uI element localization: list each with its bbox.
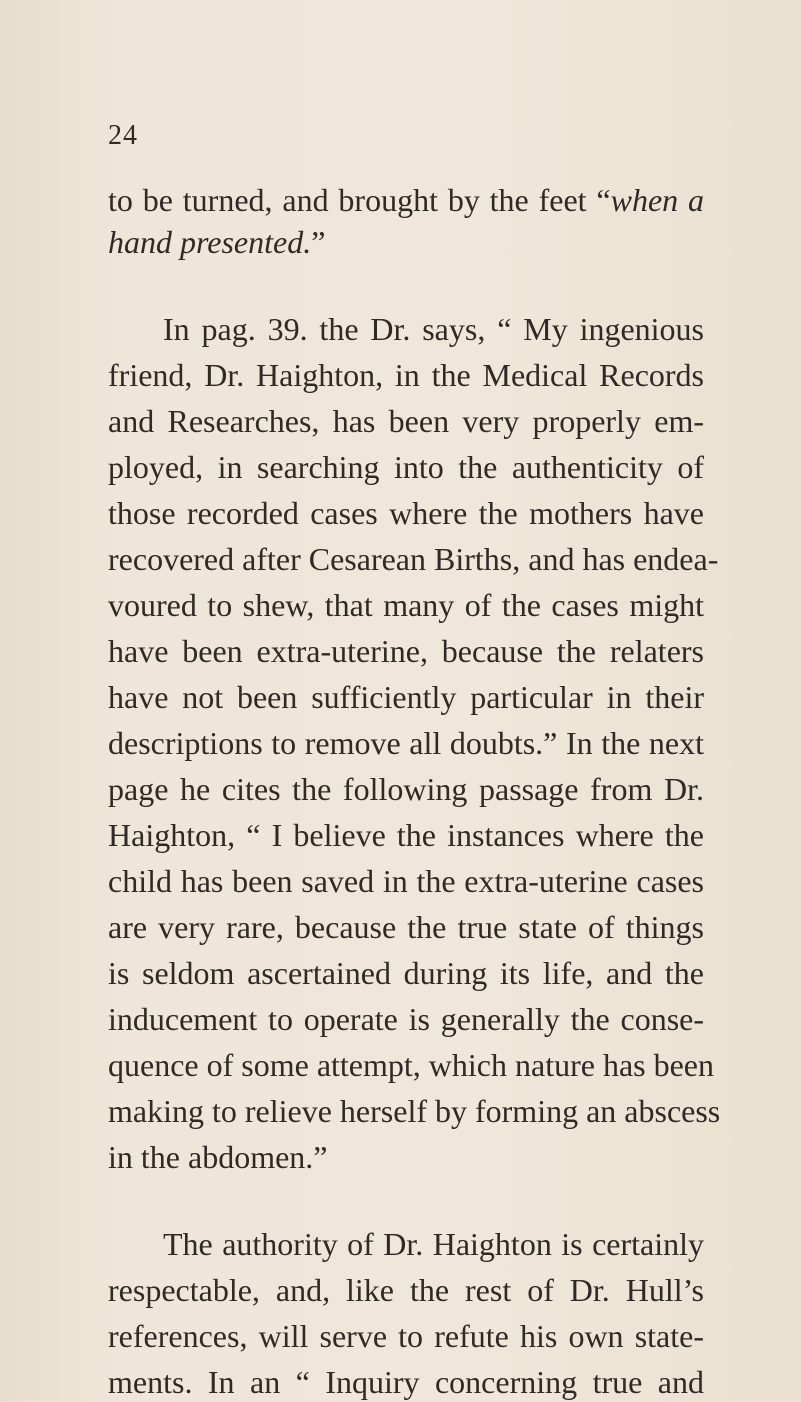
text-line-12: descriptions to remove all doubts.” In the next: [108, 725, 704, 761]
text-line-19: quence of some attempt, which nature has been: [108, 1047, 714, 1083]
text-line-9: voured to shew, that many of the cases might: [108, 587, 704, 623]
page-number: 24: [108, 120, 138, 151]
text-line-15: child has been saved in the extra-uterine cases: [108, 863, 704, 899]
text-line-23: respectable, and, like the rest of Dr. Hull’s: [108, 1272, 704, 1308]
text-line-3: In pag. 39. the Dr. says, “ My ingenious: [163, 311, 704, 347]
text-line-16: are very rare, because the true state of things: [108, 909, 704, 945]
text-line-11: have not been sufficiently particular in their: [108, 679, 704, 715]
text-line-13: page he cites the following passage from Dr.: [108, 771, 704, 807]
text-line-20: making to relieve herself by forming an abscess: [108, 1093, 721, 1129]
text-line-6: ployed, in searching into the authenticity of: [108, 449, 704, 485]
text-line-24: references, will serve to refute his own state-: [108, 1318, 704, 1354]
text-line-1: to be turned, and brought by the feet “when a: [108, 182, 705, 218]
text-line-10: have been extra-uterine, because the relaters: [108, 633, 704, 669]
text-line-18: inducement to operate is generally the conse-: [108, 1001, 704, 1037]
text-line-7: those recorded cases where the mothers have: [108, 495, 704, 531]
text-line-2: hand presented.”: [108, 224, 326, 260]
text-line-8: recovered after Cesarean Births, and has endea-: [108, 541, 719, 577]
text-line-22: The authority of Dr. Haighton is certainly: [163, 1226, 704, 1262]
text-line-4: friend, Dr. Haighton, in the Medical Records: [108, 357, 704, 393]
text-line-21: in the abdomen.”: [108, 1139, 328, 1175]
text-line-25: ments. In an “ Inquiry concerning true and: [108, 1364, 704, 1400]
text-line-5: and Researches, has been very properly em-: [108, 403, 704, 439]
text-line-17: is seldom ascertained during its life, and the: [108, 955, 704, 991]
text-line-14: Haighton, “ I believe the instances where the: [108, 817, 704, 853]
